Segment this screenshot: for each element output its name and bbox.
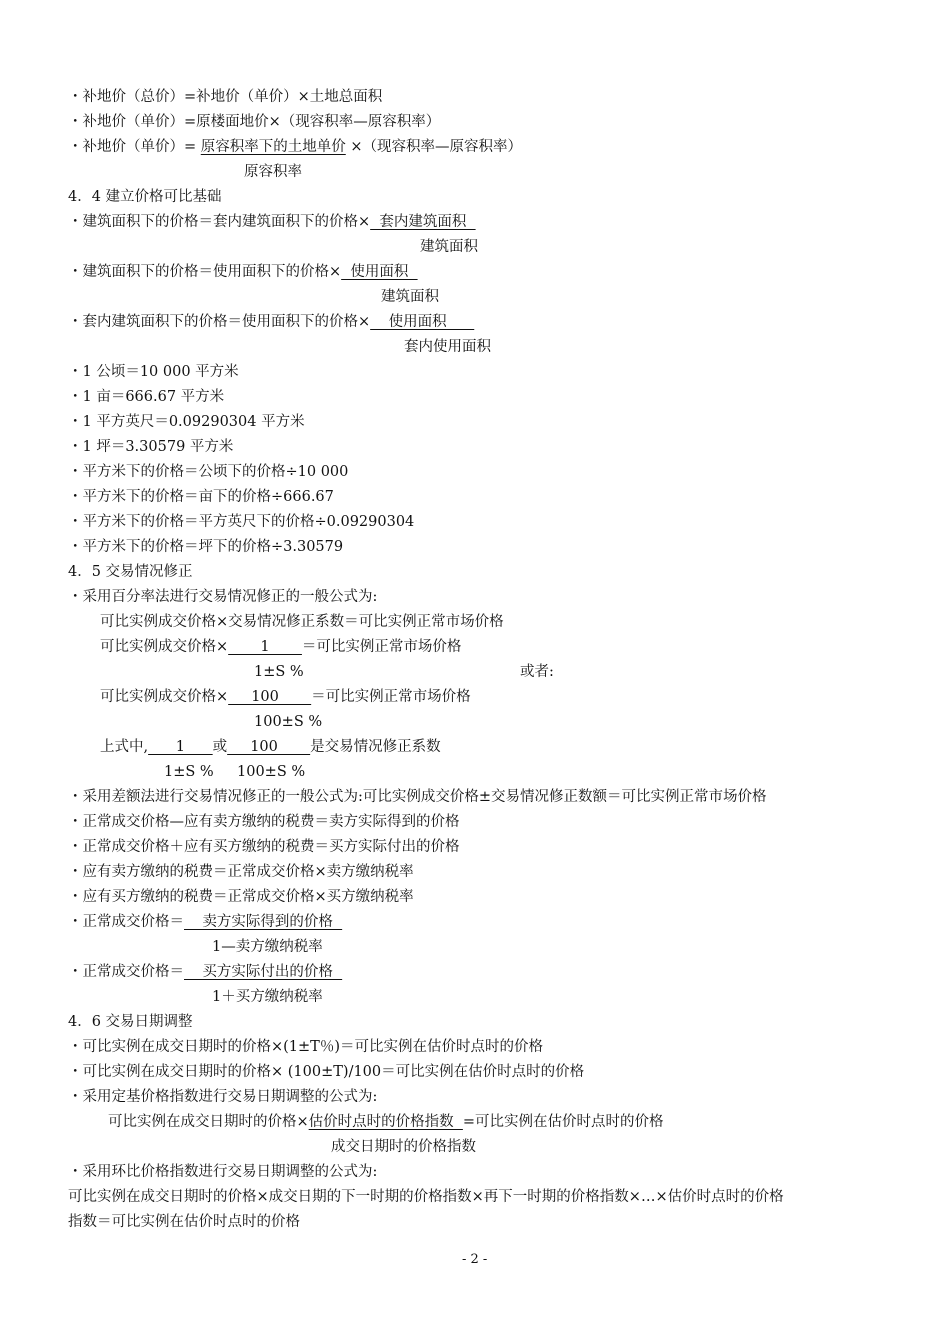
fraction-numerator: 100 [228, 689, 312, 705]
formula-line: ・补地价（总价）=补地价（单价）×土地总面积 [68, 89, 383, 105]
formula-text: 上式中, [100, 739, 149, 755]
formula-text: ・建筑面积下的价格＝使用面积下的价格× [68, 264, 342, 280]
formula-text: ・建筑面积下的价格＝套内建筑面积下的价格× [68, 214, 371, 230]
fraction-numerator: 估价时点时的价格指数 [308, 1114, 463, 1130]
fraction-denominator: 1—卖方缴纳税率 [212, 939, 323, 955]
fraction-numerator: 原容积率下的土地单价 [200, 139, 346, 155]
formula-line [68, 965, 342, 980]
section-heading: 4．4 建立价格可比基础 [68, 189, 222, 205]
formula-text: 或 [212, 739, 228, 755]
fraction-numerator: 卖方实际得到的价格 [184, 914, 343, 930]
formula-line [68, 215, 476, 230]
formula-text: ・补地价（单价）= [68, 139, 201, 155]
formula-line: ・采用百分率法进行交易情况修正的一般公式为: [68, 589, 378, 605]
formula-line: ・可比实例在成交日期时的价格× (100±T)/100＝可比实例在估价时点时的价格 [68, 1064, 585, 1080]
fraction-numerator: 1 [148, 739, 213, 755]
formula-line [100, 640, 461, 655]
fraction-numerator: 1 [228, 639, 302, 655]
formula-line: ・采用环比价格指数进行交易日期调整的公式为: [68, 1164, 378, 1180]
formula-line [100, 690, 471, 705]
fraction-denominator: 100±S % [254, 714, 323, 730]
formula-line: ・平方米下的价格＝坪下的价格÷3.30579 [68, 539, 344, 555]
formula-line: 可比实例在成交日期时的价格×成交日期的下一时期的价格指数×再下一时期的价格指数×…×估价时点时的价格 [68, 1189, 784, 1205]
formula-line [108, 1115, 664, 1130]
formula-line: ・正常成交价格—应有卖方缴纳的税费＝卖方实际得到的价格 [68, 814, 460, 830]
formula-text: 或者: [520, 664, 554, 680]
formula-text: ・正常成交价格＝ [68, 914, 184, 930]
formula-line: 指数＝可比实例在估价时点时的价格 [68, 1214, 300, 1230]
formula-text: 是交易情况修正系数 [310, 739, 441, 755]
formula-text: 可比实例成交价格× [100, 689, 229, 705]
fraction-denominator: 1±S % [254, 664, 304, 680]
formula-text: 可比实例在成交日期时的价格× [108, 1114, 309, 1130]
formula-line: ・1 平方英尺＝0.09290304 平方米 [68, 414, 305, 430]
formula-line: ・应有买方缴纳的税费＝正常成交价格×买方缴纳税率 [68, 889, 414, 905]
formula-line: ・1 公顷＝10 000 平方米 [68, 364, 239, 380]
fraction-numerator: 买方实际付出的价格 [184, 964, 343, 980]
formula-line: ・采用差额法进行交易情况修正的一般公式为:可比实例成交价格±交易情况修正数额＝可比实例正常市场价格 [68, 789, 767, 805]
formula-text: ・套内建筑面积下的价格＝使用面积下的价格× [68, 314, 371, 330]
formula-text: ＝可比实例正常市场价格 [311, 689, 471, 705]
fraction-numerator: 使用面积 [370, 314, 475, 330]
formula-line [68, 265, 418, 280]
formula-line: ・平方米下的价格＝公顷下的价格÷10 000 [68, 464, 349, 480]
fraction-denominator: 100±S % [237, 764, 306, 780]
formula-line: ・平方米下的价格＝亩下的价格÷666.67 [68, 489, 334, 505]
fraction-numerator: 使用面积 [341, 264, 418, 280]
fraction-denominator: 1±S % [164, 764, 214, 780]
formula-line: ・正常成交价格＋应有买方缴纳的税费＝买方实际付出的价格 [68, 839, 460, 855]
formula-line: ・1 坪＝3.30579 平方米 [68, 439, 234, 455]
formula-line: ・补地价（单价）=原楼面地价×（现容积率—原容积率） [68, 114, 441, 130]
fraction-denominator: 建筑面积 [381, 289, 439, 305]
section-heading: 4．6 交易日期调整 [68, 1014, 193, 1030]
fraction-denominator: 成交日期时的价格指数 [331, 1139, 476, 1155]
formula-text: ＝可比实例正常市场价格 [301, 639, 462, 655]
formula-line: ・可比实例在成交日期时的价格×(1±T％)＝可比实例在估价时点时的价格 [68, 1039, 544, 1055]
formula-line: 可比实例成交价格×交易情况修正系数＝可比实例正常市场价格 [100, 614, 504, 630]
formula-text: ×（现容积率—原容积率） [345, 139, 523, 155]
formula-line: ・应有卖方缴纳的税费＝正常成交价格×卖方缴纳税率 [68, 864, 414, 880]
formula-line [68, 140, 522, 155]
formula-line [68, 315, 474, 330]
formula-line [100, 740, 441, 755]
fraction-denominator: 1＋买方缴纳税率 [212, 989, 323, 1005]
formula-text: ・正常成交价格＝ [68, 964, 184, 980]
fraction-numerator: 100 [227, 739, 311, 755]
section-heading: 4．5 交易情况修正 [68, 564, 193, 580]
fraction-denominator: 套内使用面积 [404, 339, 491, 355]
formula-line: ・1 亩＝666.67 平方米 [68, 389, 225, 405]
formula-line: ・采用定基价格指数进行交易日期调整的公式为: [68, 1089, 378, 1105]
formula-text: 可比实例成交价格× [100, 639, 229, 655]
formula-line: ・平方米下的价格＝平方英尺下的价格÷0.09290304 [68, 514, 415, 530]
fraction-numerator: 套内建筑面积 [370, 214, 476, 230]
formula-line [68, 915, 342, 930]
page-number: - 2 - [462, 1252, 488, 1267]
fraction-denominator: 原容积率 [244, 164, 302, 180]
fraction-denominator: 建筑面积 [420, 239, 478, 255]
formula-text: =可比实例在估价时点时的价格 [462, 1114, 664, 1130]
